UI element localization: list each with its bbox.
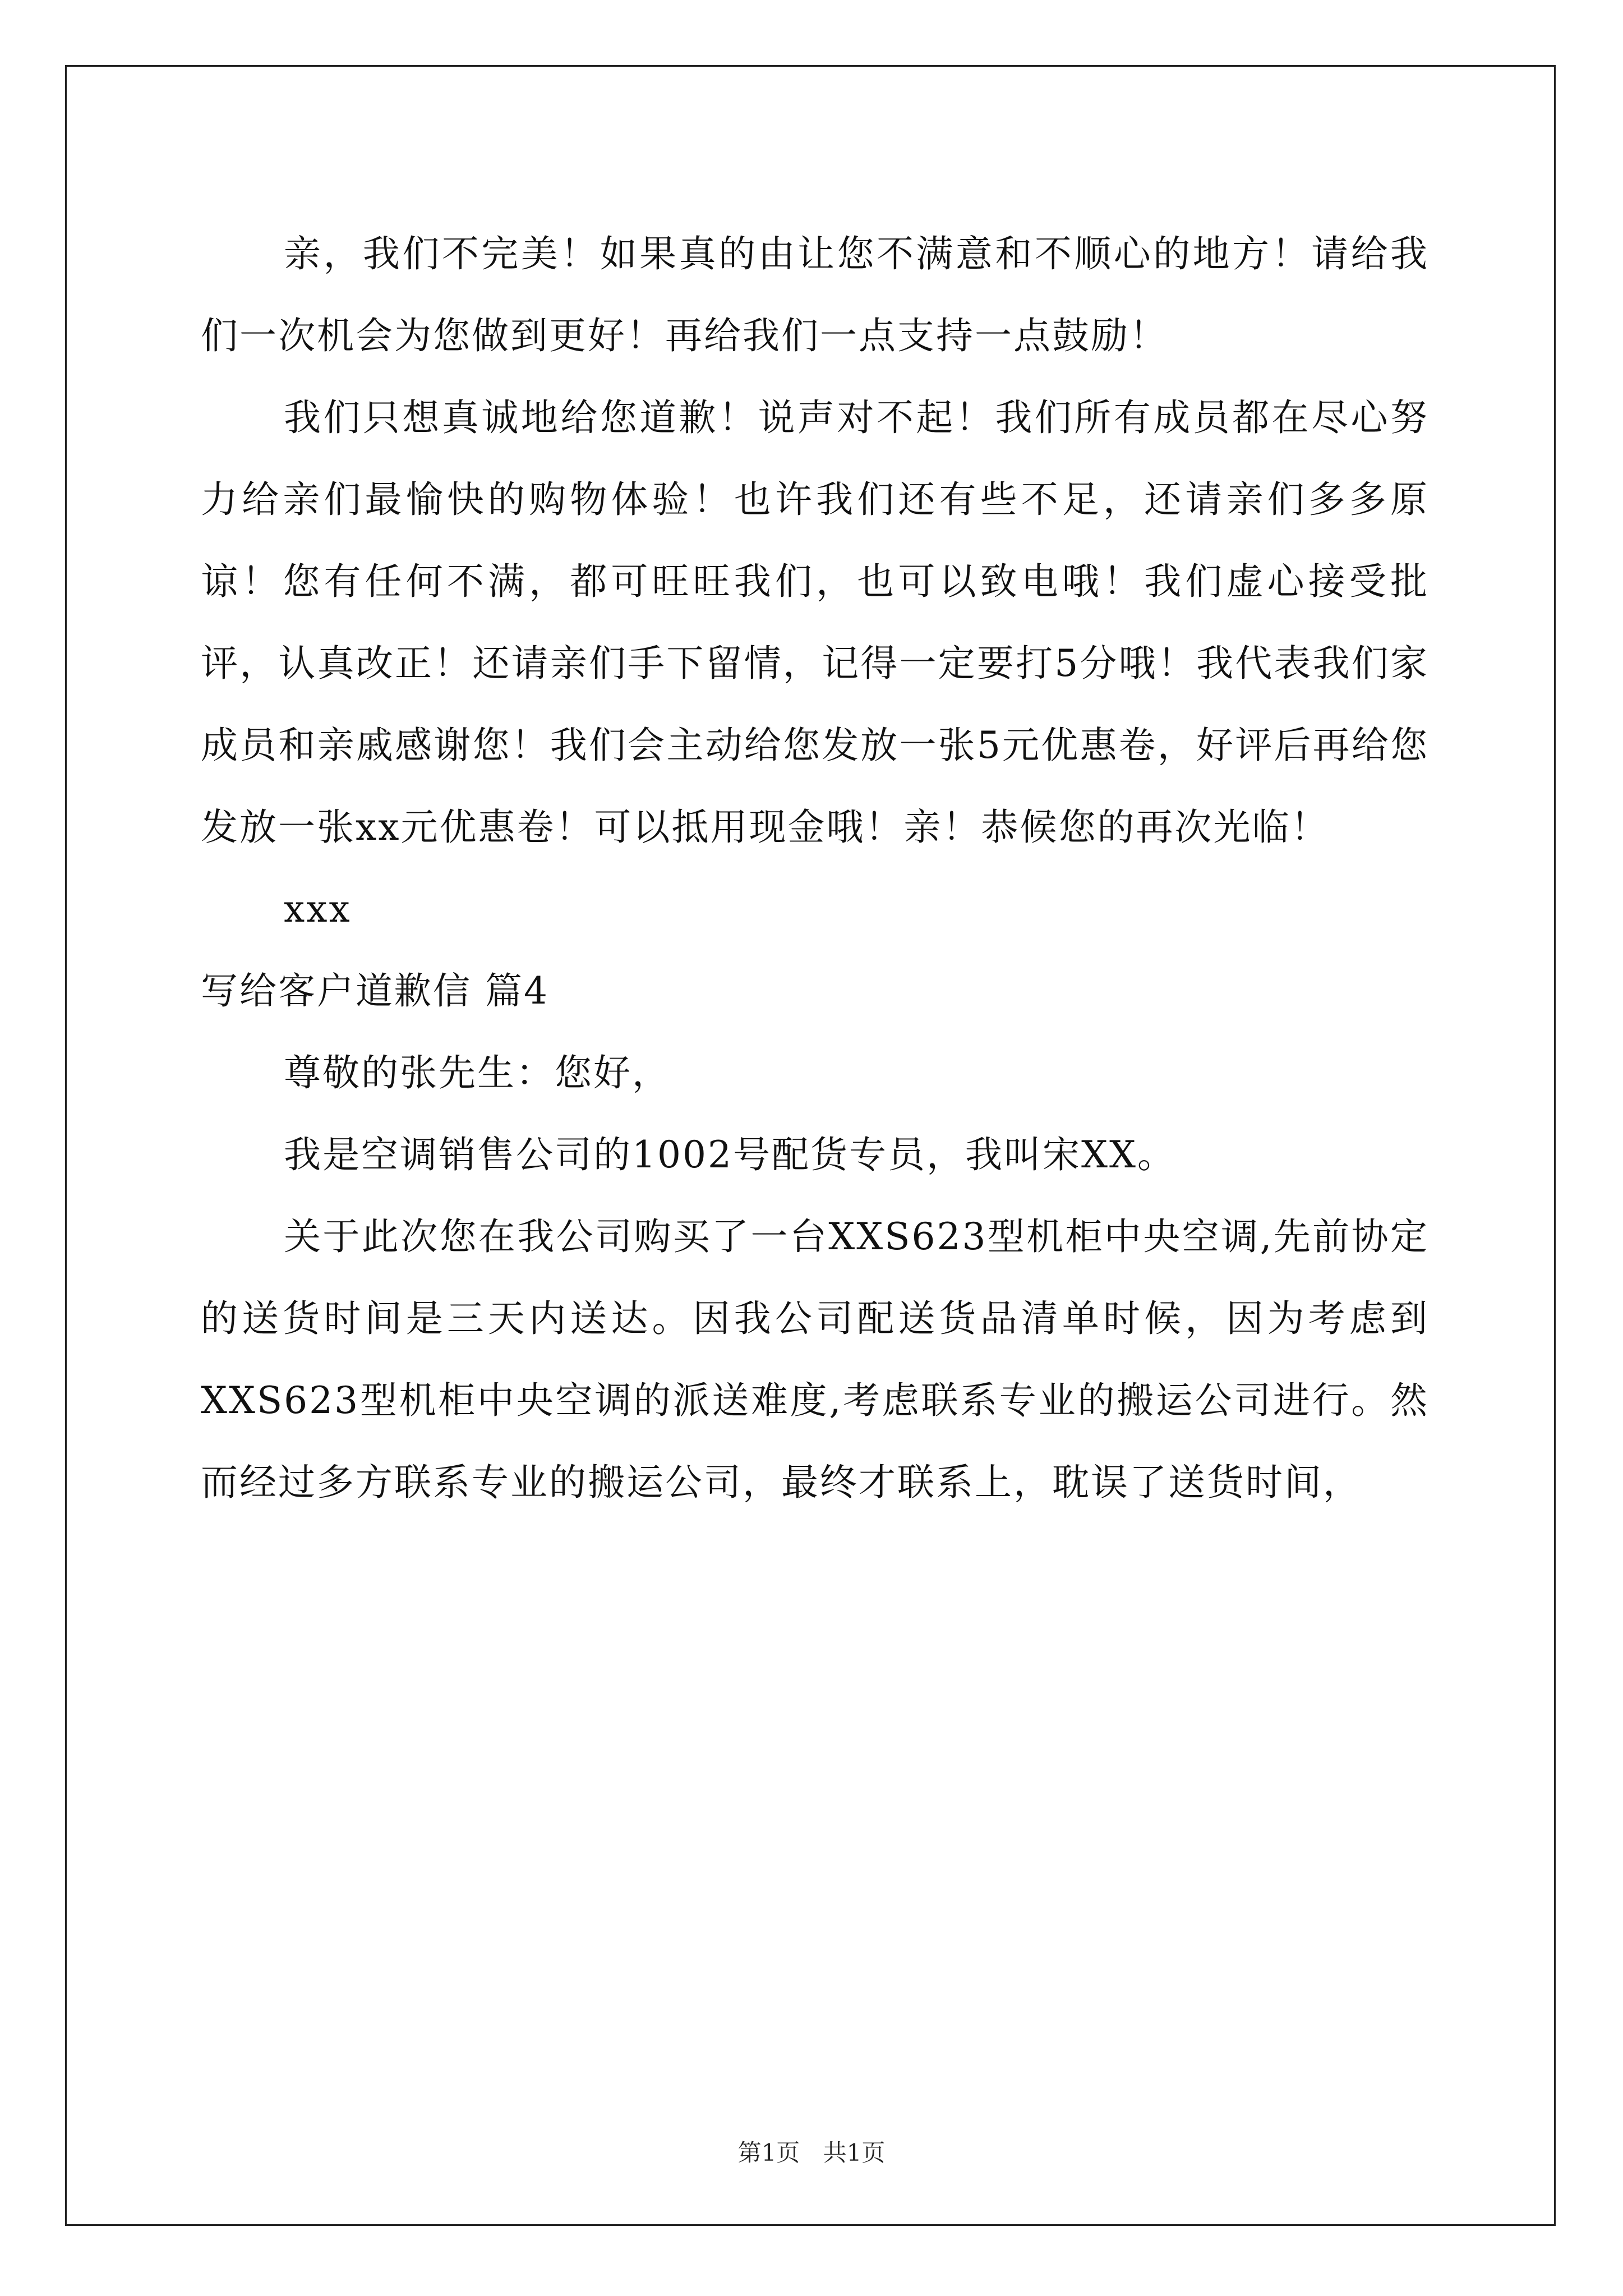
paragraph-introduction: 我是空调销售公司的1002号配货专员，我叫宋XX。 — [284, 1133, 1176, 1176]
paragraph-delivery-delay: 关于此次您在我公司购买了一台XXS623型机柜中央空调,先前协定的送货时间是三天内送达。因我公司配送货品清单时候，因为考虑到XXS623型机柜中央空调的派送难度,考虑联系专业的搬运公司进行。然而经过多方联系专业的搬运公司，最终才联系上，耽误了送货时间， — [201, 1215, 1429, 1504]
page-footer — [0, 2136, 1623, 2170]
paragraph-apology-main: 我们只想真诚地给您道歉！说声对不起！我们所有成员都在尽心努力给亲们最愉快的购物体验！也许我们还有些不足，还请亲们多多原谅！您有任何不满，都可旺旺我们，也可以致电哦！我们虚心接受批评，认真改正！还请亲们手下留情，记得一定要打5分哦！我代表我们家成员和亲戚感谢您！我们会主动给您发放一张5元优惠卷，好评后再给您发放一张xx元优惠卷！可以抵用现金哦！亲！恭候您的再次光临！ — [201, 396, 1429, 849]
document-body — [201, 213, 1429, 1524]
section-heading: 写给客户道歉信 篇4 — [201, 969, 549, 1013]
signature: xxx — [284, 887, 352, 931]
page-total: 共1页 — [823, 2139, 886, 2166]
paragraph-apology-intro: 亲，我们不完美！如果真的由让您不满意和不顺心的地方！请给我们一次机会为您做到更好！再给我们一点支持一点鼓励！ — [201, 232, 1429, 357]
greeting: 尊敬的张先生：您好， — [284, 1051, 671, 1094]
page-number: 第1页 — [737, 2139, 800, 2166]
